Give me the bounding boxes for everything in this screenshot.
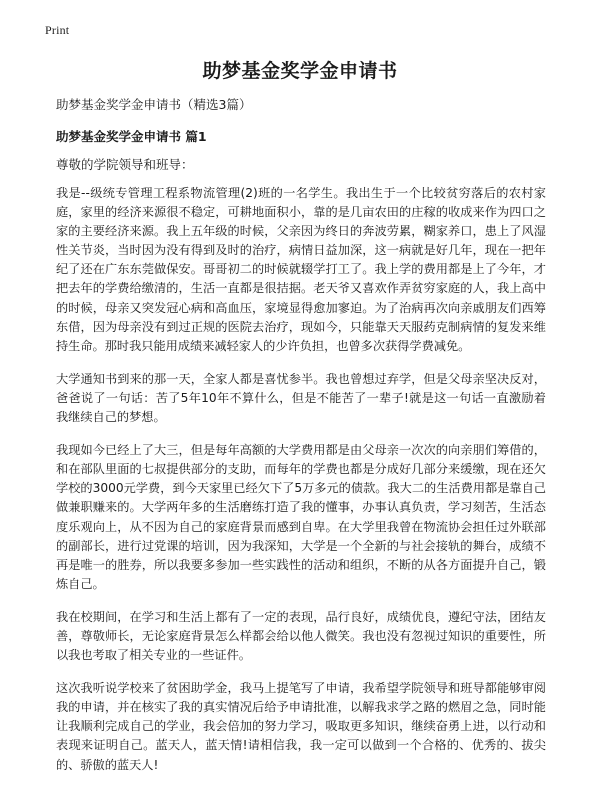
body-paragraph-4: 我在校期间，在学习和生活上都有了一定的表现，品行良好，成绩优良，遵纪守法，团结友善，尊敬师长，无论家庭背景怎么样都会给以他人微笑。我也没有忽视过知识的重要性，所以我也考取了相关专业的一些证件。 (56, 609, 546, 663)
body-paragraph-1: 我是--级统专管理工程系物流管理(2)班的一名学生。我出生于一个比较贫穷落后的农村家庭，家里的经济来源很不稳定，可耕地面积小，靠的是几亩农田的庄稼的收成来作为四口之家的主要经济来源。我上五年级的时候，父亲因为终日的奔波劳累，糊家养口，患上了风湿性关节炎，当时因为没有得到及时的治疗，病情日益加深，这一病就是好几年，现在一把年纪了还在广东东莞做保安。哥哥初二的时候就辍学打工了。我上学的费用都是上了今年，才把去年的学费给缴清的，生活一直都是很拮据。老天爷又喜欢作弄贫穷家庭的人，我上高中的时候，母亲又突发冠心病和高血压，家境显得愈加寥迫。为了治病再次向亲戚朋友们西筹东借，因为母亲没有到过正规的医院去治疗，现如今，只能靠天天服药克制病情的复发来维持生命。那时我只能用成绩来减轻家人的少许负担，也曾多次获得学费减免。 (56, 186, 546, 353)
body-paragraph-2: 大学通知书到来的那一天，全家人都是喜忧参半。我也曾想过弃学，但是父母亲坚决反对，爸爸说了一句话：苦了5年10年不算什么，但是不能苦了一辈子!就是这一句话一直激励着我继续自己的梦想。 (56, 371, 546, 425)
body-paragraph-3: 我现如今已经上了大三，但是每年高额的大学费用都是由父母亲一次次的向亲朋们筹借的，和在部队里面的七叔提供部分的支助，而每年的学费也都是分成好几部分来缓缴，现在还欠学校的3000元学费，到今天家里已经欠下了5万多元的债款。我大二的生活费用都是靠自己做兼职赚来的。大学两年多的生活磨练打造了我的懂事，办事认真负责，学习刻苦，生活态度乐观向上，从不因为自己的家庭背景而感到自卑。在大学里我曾在物流协会担任过外联部的副部长，进行过党课的培训，因为我深知，大学是一个全新的与社会接轨的舞台，成绩不再是唯一的胜券，所以我要多参加一些实践性的活动和组织，不断的从各方面提升自己，锻炼自己。 (56, 443, 546, 591)
document-subtitle: 助梦基金奖学金申请书（精选3篇） (56, 97, 252, 112)
body-paragraph-5: 这次我听说学校来了贫困助学金，我马上提笔写了申请，我希望学院领导和班导都能够审阅我的申请，并在核实了我的真实情况后给予申请批准，以解我求学之路的燃眉之急，同时能让我顺利完成自己的学业，我会倍加的努力学习，吸取更多知识，继续奋勇上进，以行动和表现来证明自己。蓝天人，蓝天情!请相信我，我一定可以做到一个合格的、优秀的、拔尖的、骄傲的蓝天人! (56, 681, 546, 772)
section-heading: 助梦基金奖学金申请书 篇1 (56, 129, 207, 144)
print-label: Print (45, 23, 70, 37)
document-title: 助梦基金奖学金申请书 (202, 60, 398, 82)
letter-body (56, 184, 546, 789)
salutation: 尊敬的学院领导和班导： (56, 157, 194, 172)
